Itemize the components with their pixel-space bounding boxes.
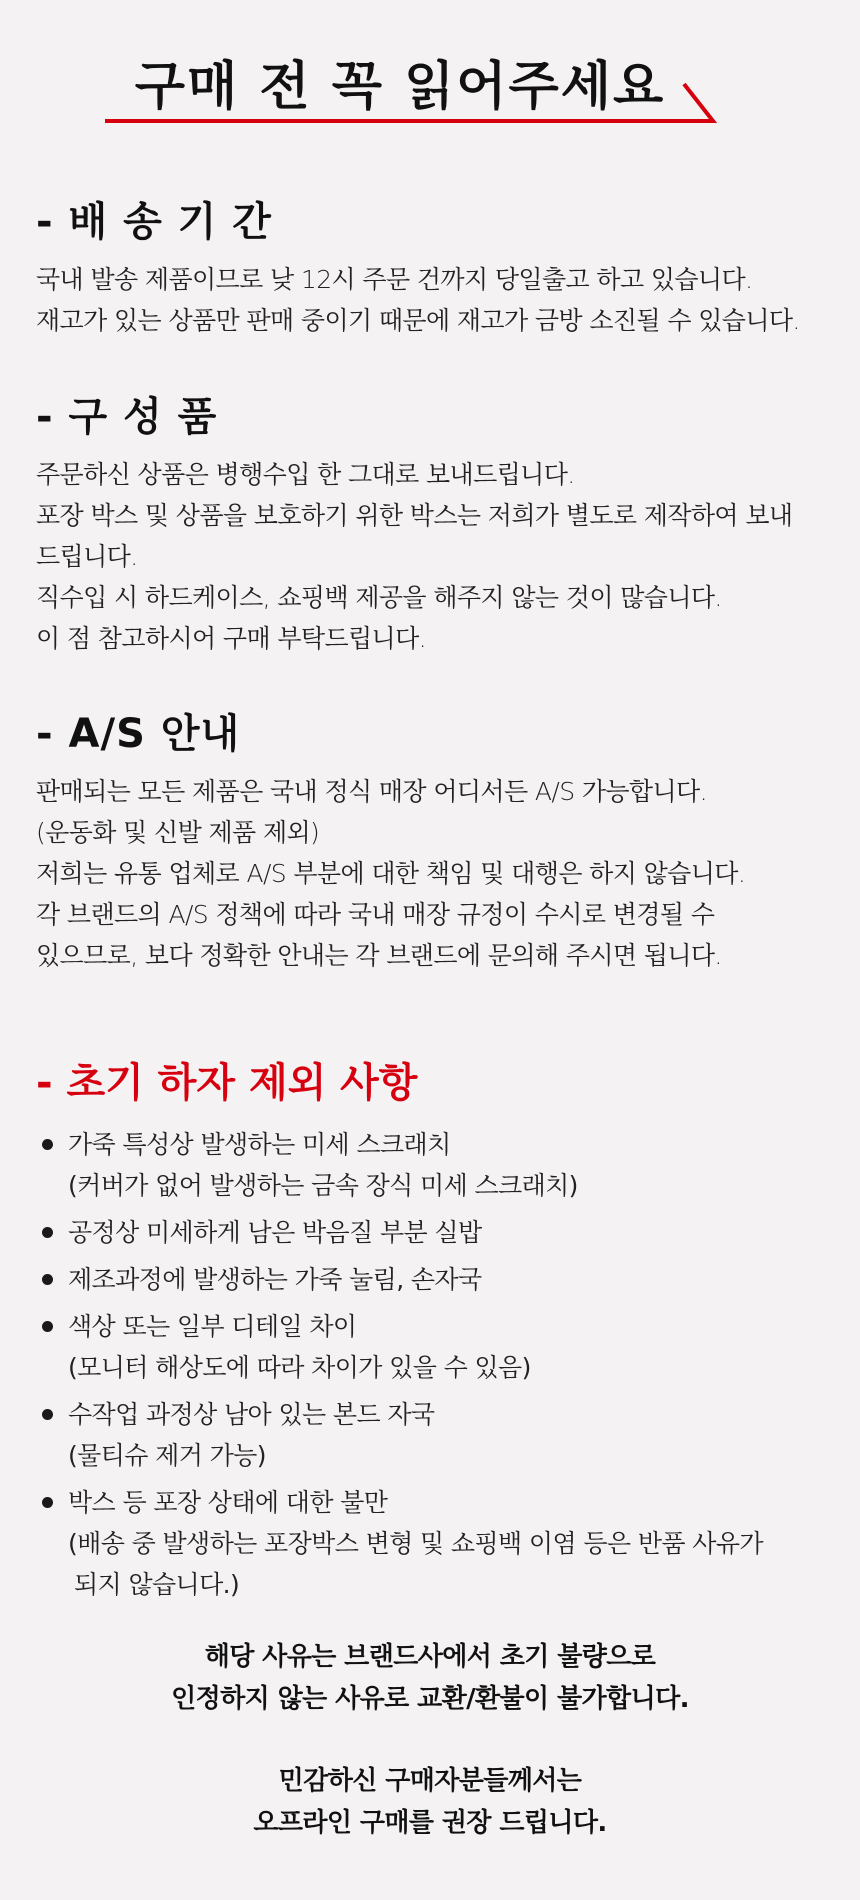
- shipping-line: 재고가 있는 상품만 판매 중이기 때문에 재고가 금방 소진될 수 있습니다.: [36, 306, 800, 335]
- defects-section: [36, 1051, 826, 1611]
- defects-list: [36, 1124, 826, 1605]
- defect-item: [36, 1212, 826, 1253]
- defects-heading: - 초기 하자 제외 사항: [36, 1060, 418, 1106]
- defect-item-text: 공정상 미세하게 남은 박음질 부분 실밥: [68, 1218, 482, 1247]
- defect-item-subtext: (커버가 없어 발생하는 금속 장식 미세 스크래치): [68, 1171, 578, 1200]
- closing-notice: [0, 1636, 860, 1844]
- closing-line: 민감하신 구매자분들께서는: [278, 1766, 582, 1796]
- bullet-icon: [42, 1409, 53, 1420]
- as-line: 각 브랜드의 A/S 정책에 따라 국내 매장 규정이 수시로 변경될 수: [36, 900, 715, 929]
- components-line: 포장 박스 및 상품을 보호하기 위한 박스는 저희가 별도로 제작하여 보내: [36, 501, 793, 530]
- defect-item: [36, 1306, 826, 1388]
- defect-item-text: 수작업 과정상 남아 있는 본드 자국: [68, 1400, 435, 1429]
- components-body: [36, 454, 826, 659]
- bullet-icon: [42, 1227, 53, 1238]
- defect-item-subtext: (물티슈 제거 가능): [68, 1441, 266, 1470]
- as-body: [36, 771, 826, 976]
- title-underline: [0, 40, 860, 130]
- bullet-icon: [42, 1497, 53, 1508]
- defect-item: [36, 1394, 826, 1476]
- components-heading: - 구 성 품: [36, 394, 218, 440]
- bullet-icon: [42, 1274, 53, 1285]
- as-section: [36, 702, 826, 976]
- closing-line: 오프라인 구매를 권장 드립니다.: [253, 1808, 607, 1838]
- closing-line: 인정하지 않는 사유로 교환/환불이 불가합니다.: [171, 1684, 689, 1714]
- shipping-heading: - 배 송 기 간: [36, 199, 272, 245]
- defect-item-text: 색상 또는 일부 디테일 차이: [68, 1312, 357, 1341]
- as-line: 판매되는 모든 제품은 국내 정식 매장 어디서든 A/S 가능합니다.: [36, 777, 707, 806]
- bullet-icon: [42, 1139, 53, 1150]
- as-line: 있으므로, 보다 정확한 안내는 각 브랜드에 문의해 주시면 됩니다.: [36, 941, 722, 970]
- defect-item-subtext: 되지 않습니다.): [74, 1570, 240, 1599]
- shipping-body: [36, 259, 826, 341]
- as-heading: - A/S 안내: [36, 711, 241, 757]
- title-block: [0, 40, 860, 130]
- components-section: [36, 385, 826, 659]
- components-line: 주문하신 상품은 병행수입 한 그대로 보내드립니다.: [36, 460, 575, 489]
- defect-item-subtext: (모니터 해상도에 따라 차이가 있을 수 있음): [68, 1353, 531, 1382]
- components-line: 직수입 시 하드케이스, 쇼핑백 제공을 해주지 않는 것이 많습니다.: [36, 583, 722, 612]
- title-underline-stroke: [105, 84, 713, 121]
- defect-item: [36, 1124, 826, 1206]
- shipping-section: [36, 190, 826, 341]
- as-line: (운동화 및 신발 제품 제외): [36, 818, 320, 847]
- as-line: 저희는 유통 업체로 A/S 부분에 대한 책임 및 대행은 하지 않습니다.: [36, 859, 746, 888]
- components-line: 이 점 참고하시어 구매 부탁드립니다.: [36, 624, 426, 653]
- defect-item-subtext: (배송 중 발생하는 포장박스 변형 및 쇼핑백 이염 등은 반품 사유가: [68, 1529, 763, 1558]
- bullet-icon: [42, 1321, 53, 1332]
- closing-line: 해당 사유는 브랜드사에서 초기 불량으로: [204, 1642, 656, 1672]
- defect-item: [36, 1482, 826, 1605]
- page-title: 구매 전 꼭 읽어주세요: [134, 57, 666, 117]
- defect-item-text: 제조과정에 발생하는 가죽 눌림, 손자국: [68, 1265, 482, 1294]
- defect-item-text: 가죽 특성상 발생하는 미세 스크래치: [68, 1130, 451, 1159]
- defect-item: [36, 1259, 826, 1300]
- defect-item-text: 박스 등 포장 상태에 대한 불만: [68, 1488, 388, 1517]
- components-line: 드립니다.: [36, 542, 138, 571]
- shipping-line: 국내 발송 제품이므로 낮 12시 주문 건까지 당일출고 하고 있습니다.: [36, 265, 753, 294]
